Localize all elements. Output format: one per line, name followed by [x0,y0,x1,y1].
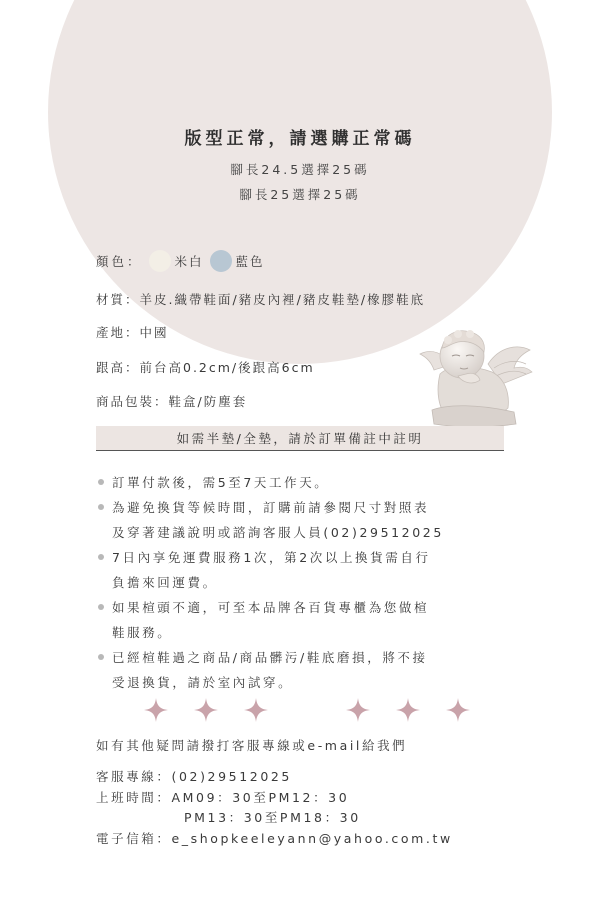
cherub-statue-icon [418,320,534,430]
contact-hours: 上班時間：AM09：30至PM12：30 [96,790,350,805]
list-item [96,545,516,595]
note-text: 為避免換貨等候時間，訂購前請參閱尺寸對照表 [112,500,430,515]
list-item [96,645,516,695]
size-note-2: 腳長25選擇25碼 [239,187,361,202]
note-text: 負擔來回運費。 [112,575,218,590]
note-text: 受退換貨，請於室內試穿。 [112,675,294,690]
contact-intro: 如有其他疑問請撥打客服專線或e-mail給我們 [96,738,408,753]
sparkle-star-icon [194,698,218,722]
sparkle-star-icon [244,698,268,722]
note-text: 訂單付款後，需5至7天工作天。 [112,475,330,490]
size-note-1: 腳長24.5選擇25碼 [230,162,370,177]
color-swatch-ivory[interactable] [149,250,171,272]
packaging-row: 商品包裝：鞋盒/防塵套 [96,394,248,409]
decorative-stars-right [346,698,491,724]
color-name-blue: 藍色 [235,254,265,269]
color-row [96,250,265,272]
contact-phone[interactable]: 客服專線：(02)29512025 [96,769,292,784]
sparkle-star-icon [346,698,370,722]
note-text: 7日內享免運費服務1次，第2次以上換貨需自行 [112,550,431,565]
list-item [96,495,516,545]
note-text: 已經楦鞋過之商品/商品髒污/鞋底磨損，將不接 [112,650,428,665]
sparkle-star-icon [446,698,470,722]
note-text: 如果楦頭不適，可至本品牌各百貨專櫃為您做楦 [112,600,430,615]
sparkle-star-icon [144,698,168,722]
contact-hours-afternoon: PM13：30至PM18：30 [184,810,361,825]
color-label: 顏色： [96,254,143,269]
material-row: 材質：羊皮.織帶鞋面/豬皮內裡/豬皮鞋墊/橡膠鞋底 [96,292,426,307]
decorative-stars-left [144,698,289,724]
list-item [96,595,516,645]
background-circle [48,0,552,364]
sparkle-star-icon [396,698,420,722]
page-title: 版型正常，請選購正常碼 [184,129,416,149]
heel-height-row: 跟高：前台高0.2cm/後跟高6cm [96,360,315,375]
contact-email[interactable]: 電子信箱：e_shopkeeleyann@yahoo.com.tw [96,831,453,846]
notes-list [96,470,516,695]
origin-row: 產地：中國 [96,325,169,340]
insole-banner: 如需半墊/全墊，請於訂單備註中註明 [96,426,504,451]
color-swatch-blue[interactable] [210,250,232,272]
note-text: 及穿著建議說明或諮詢客服人員(02)29512025 [112,525,444,540]
color-name-ivory: 米白 [174,254,204,269]
list-item [96,470,516,495]
note-text: 鞋服務。 [112,625,173,640]
